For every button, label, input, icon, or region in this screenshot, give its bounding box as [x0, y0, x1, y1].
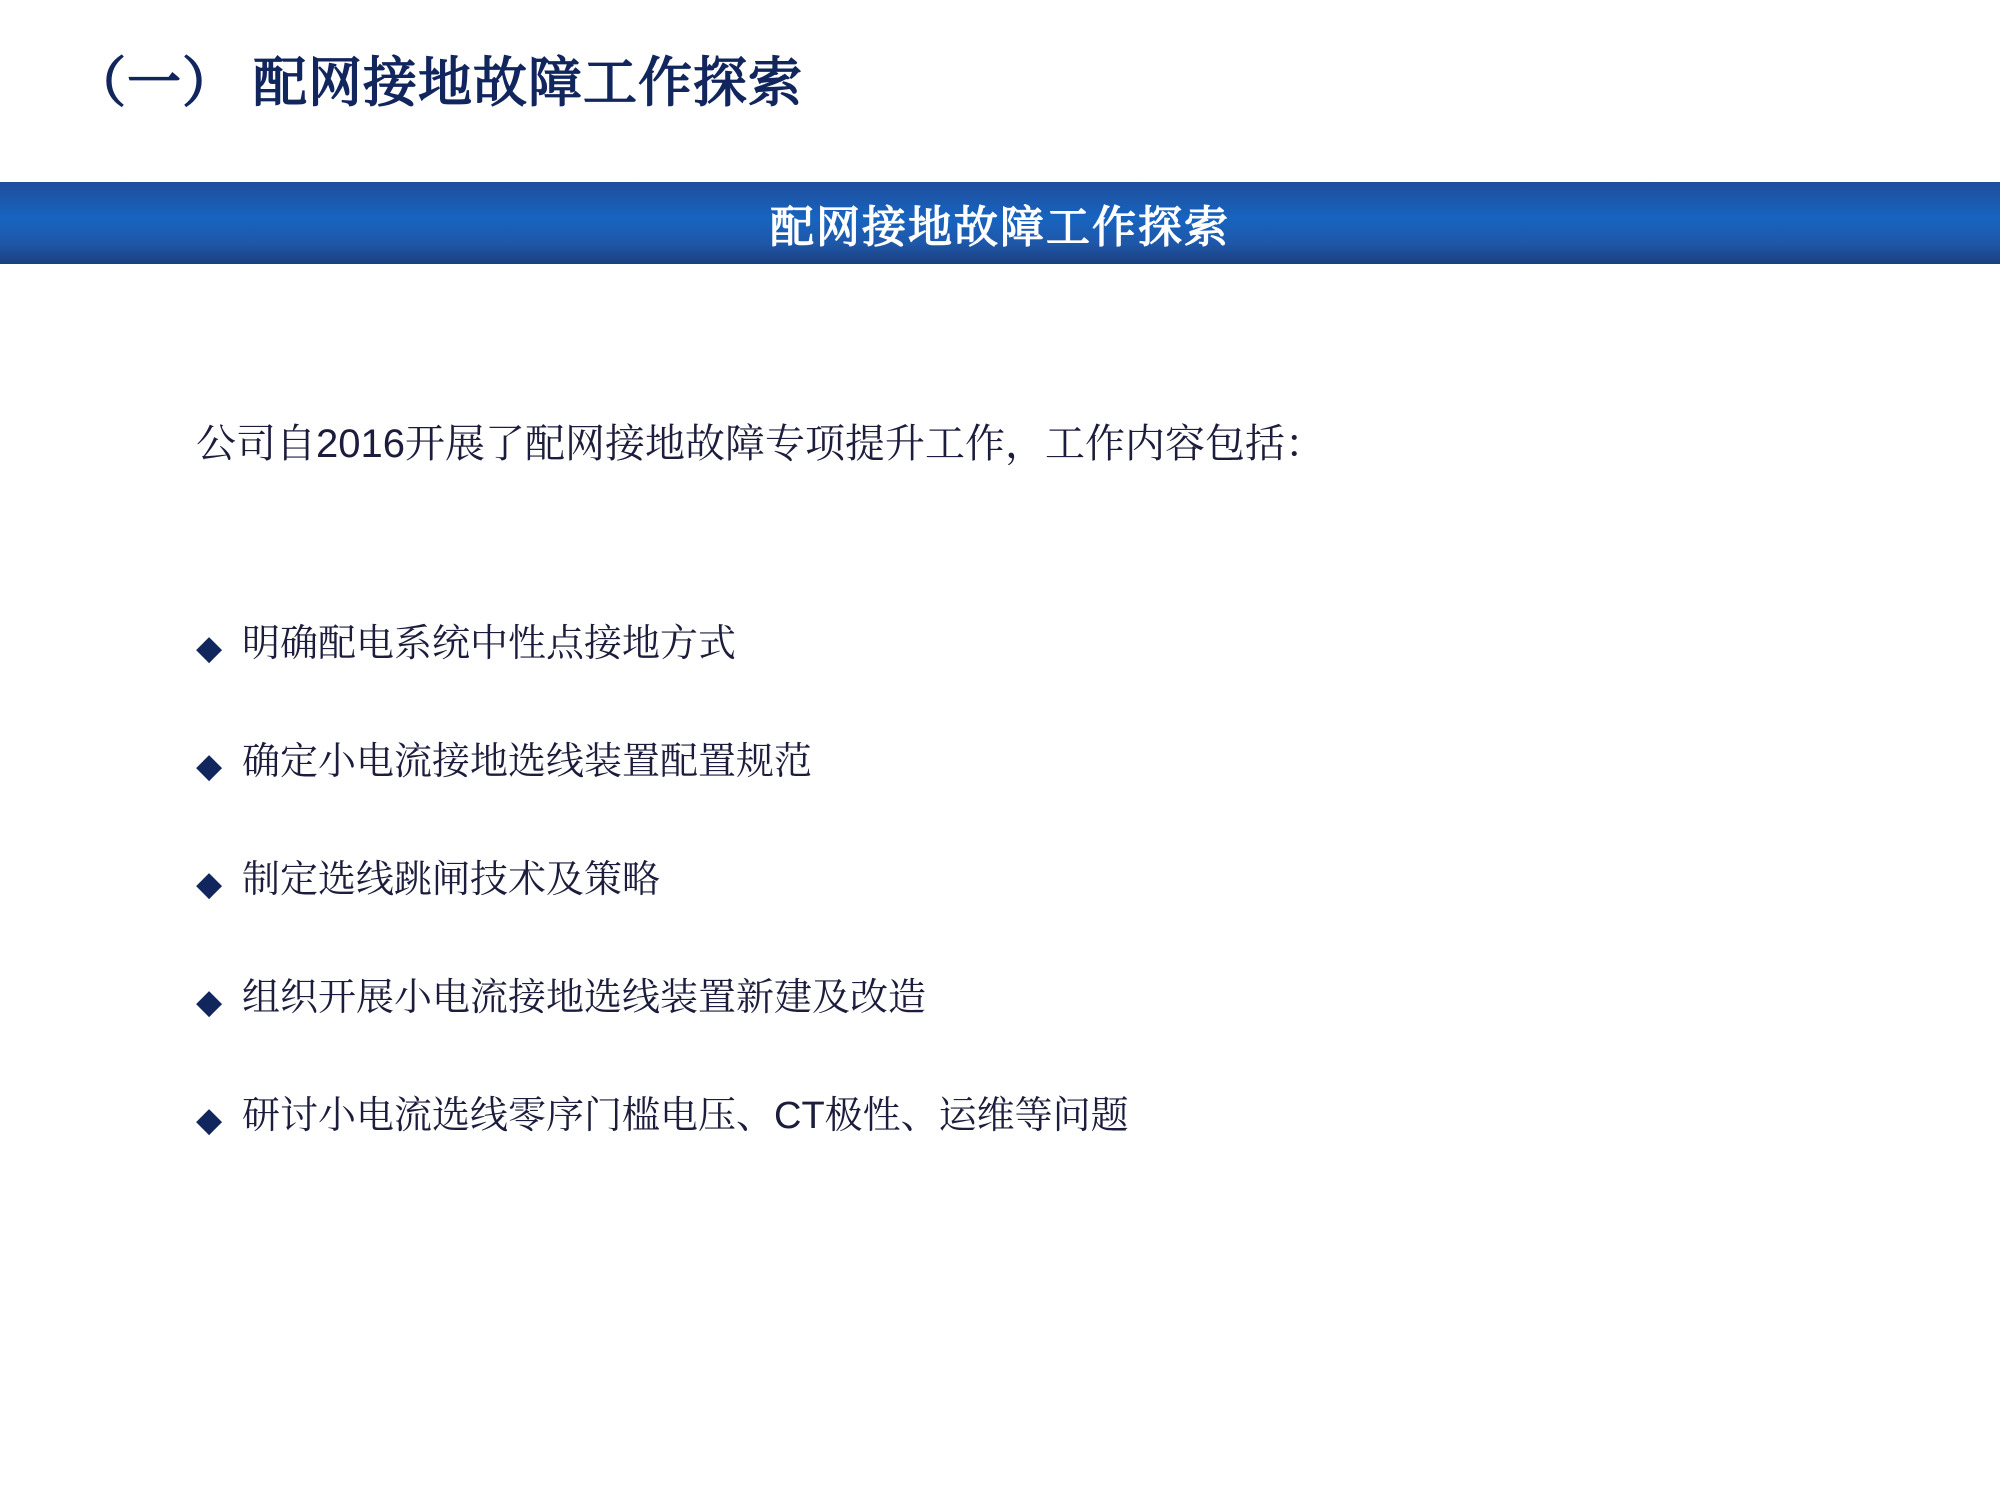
intro-paragraph: 公司自2016开展了配网接地故障专项提升工作，工作内容包括： — [196, 422, 1325, 466]
section-banner — [0, 182, 2000, 264]
list-item-label: 明确配电系统中性点接地方式 — [242, 623, 737, 665]
list-item — [196, 856, 1896, 974]
diamond-bullet-icon: ◆ — [196, 865, 223, 903]
list-item-label: 制定选线跳闸技术及策略 — [242, 859, 661, 901]
diamond-bullet-icon: ◆ — [196, 629, 223, 667]
list-item-label: 确定小电流接地选线装置配置规范 — [242, 741, 813, 783]
page-title: （一） 配网接地故障工作探索 — [72, 53, 804, 113]
bullet-list — [196, 620, 1896, 1210]
diamond-bullet-icon: ◆ — [196, 983, 223, 1021]
diamond-bullet-icon: ◆ — [196, 1101, 223, 1139]
list-item — [196, 974, 1896, 1092]
list-item — [196, 620, 1896, 738]
list-item-label: 研讨小电流选线零序门槛电压、CT极性、运维等问题 — [242, 1095, 1129, 1137]
diamond-bullet-icon: ◆ — [196, 747, 223, 785]
list-item — [196, 1092, 1896, 1210]
list-item — [196, 738, 1896, 856]
list-item-label: 组织开展小电流接地选线装置新建及改造 — [242, 977, 927, 1019]
section-banner-title: 配网接地故障工作探索 — [770, 203, 1230, 252]
